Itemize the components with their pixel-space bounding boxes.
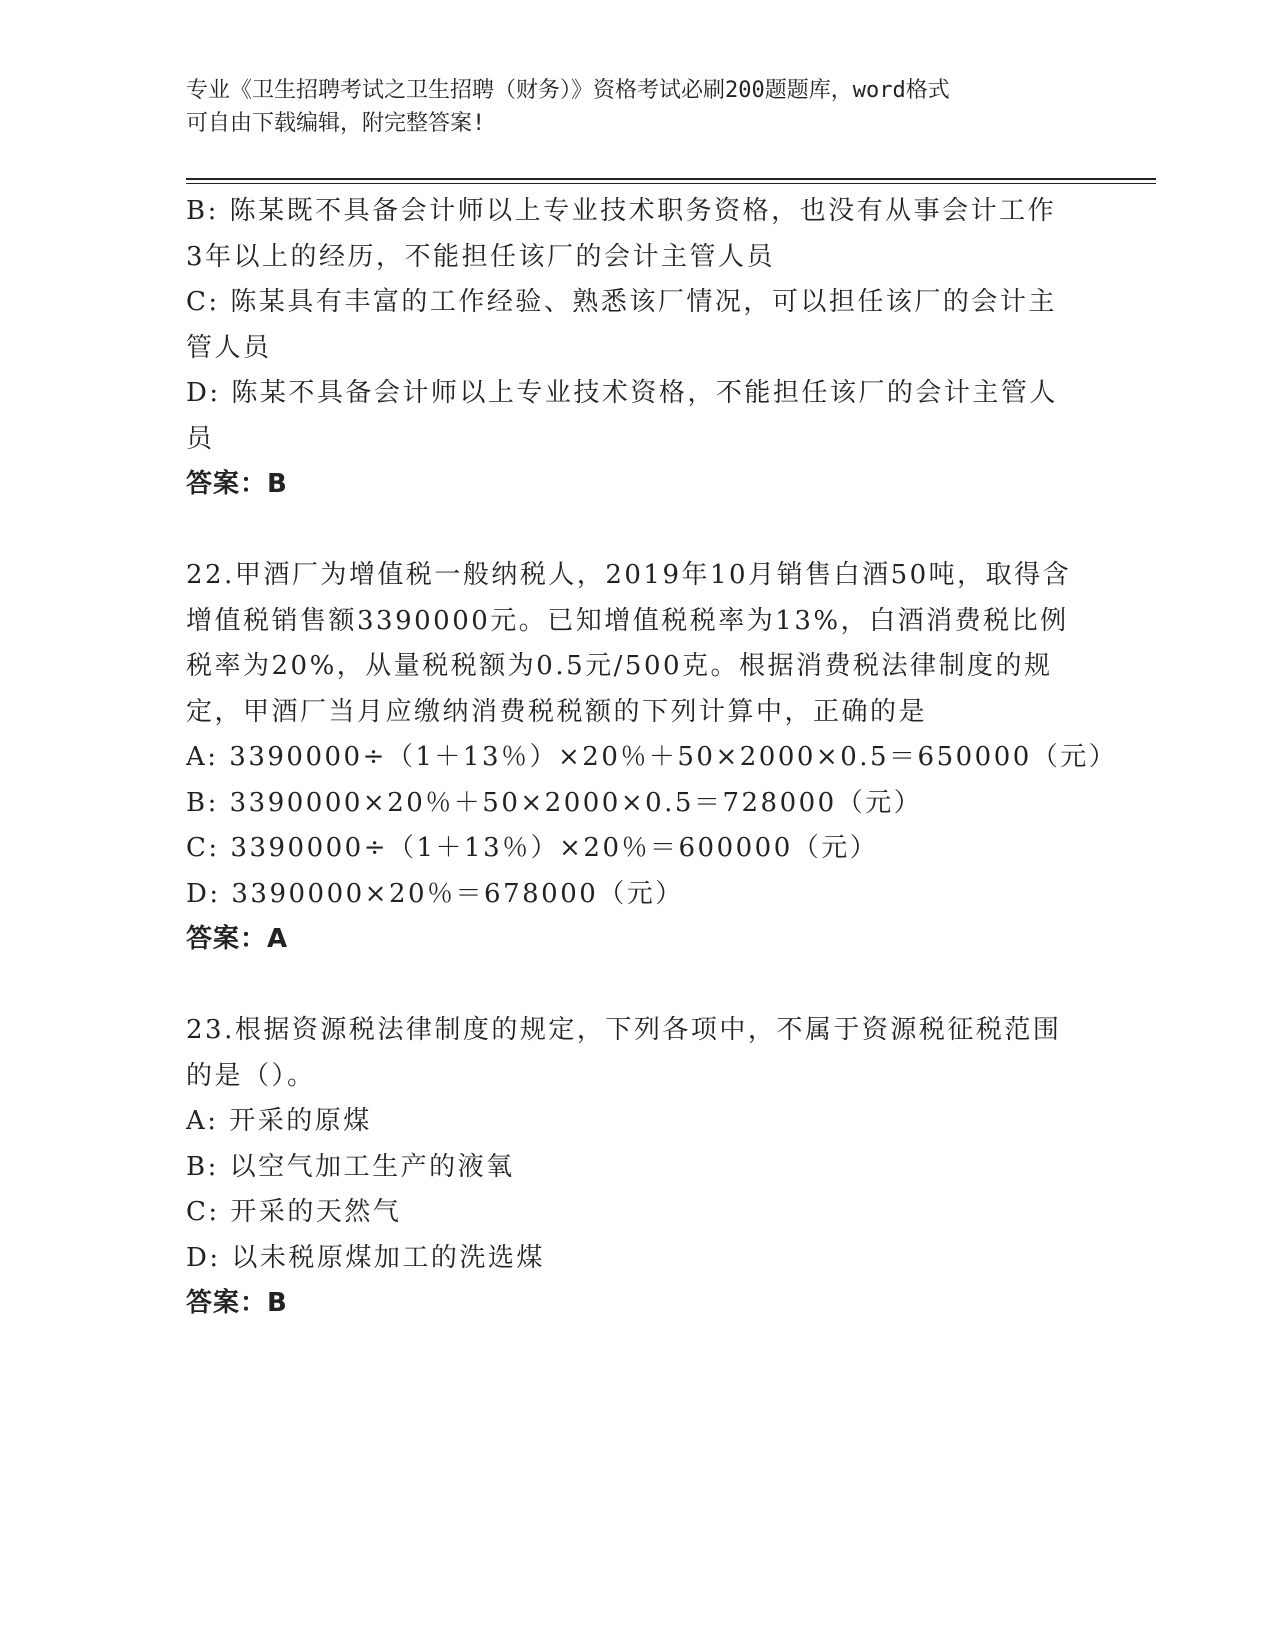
option-d: D: 以未税原煤加工的洗选煤 — [186, 1242, 545, 1273]
option-c: C: 开采的天然气 — [186, 1197, 402, 1227]
option-b-line-2: 3年以上的经历，不能担任该厂的会计主管人员 — [186, 241, 776, 272]
answer-label: 答案：B — [186, 469, 288, 499]
question-stem-line-2: 增值税销售额3390000元。已知增值税税率为13%，白酒消费税比例 — [186, 605, 1069, 636]
question-content — [186, 189, 1118, 1327]
header-line-1: 专业《卫生招聘考试之卫生招聘（财务）》资格考试必刷200题题库，word格式 — [186, 78, 950, 103]
option-d-line-2: 员 — [186, 423, 215, 454]
option-b: B: 以空气加工生产的液氧 — [186, 1151, 515, 1182]
header-divider-thin — [186, 183, 1156, 184]
option-b: B: 3390000×20％＋50×2000×0.5＝728000（元） — [186, 787, 923, 818]
question-stem-line-1: 23.根据资源税法律制度的规定，下列各项中，不属于资源税征税范围 — [186, 1015, 1062, 1045]
question-23 — [186, 1008, 1086, 1327]
header-divider-thick — [186, 178, 1156, 180]
answer-label: 答案：A — [186, 924, 289, 954]
question-stem-line-2: 的是（）。 — [186, 1060, 316, 1091]
header-line-2: 可自由下载编辑，附完整答案! — [186, 111, 486, 136]
question-stem-line-1: 22.甲酒厂为增值税一般纳税人，2019年10月销售白酒50吨，取得含 — [186, 560, 1072, 590]
option-a: A: 开采的原煤 — [186, 1106, 372, 1136]
option-c-line-2: 管人员 — [186, 332, 272, 363]
option-c: C: 3390000÷（1＋13％）×20％＝600000（元） — [186, 833, 879, 863]
spacer — [186, 508, 1086, 554]
question-stem-line-4: 定，甲酒厂当月应缴纳消费税税额的下列计算中，正确的是 — [186, 696, 928, 727]
question-stem-line-3: 税率为20%，从量税税额为0.5元/500克。根据消费税法律制度的规 — [186, 651, 1053, 681]
option-a: A: 3390000÷（1＋13％）×20％＋50×2000×0.5＝650000（元） — [186, 742, 1118, 772]
option-c-line-1: C: 陈某具有丰富的工作经验、熟悉该厂情况，可以担任该厂的会计主 — [186, 287, 1057, 317]
option-d: D: 3390000×20％＝678000（元） — [186, 878, 684, 909]
question-21-continued — [186, 189, 1086, 508]
option-d-line-1: D: 陈某不具备会计师以上专业技术资格，不能担任该厂的会计主管人 — [186, 378, 1058, 408]
option-b-line-1: B: 陈某既不具备会计师以上专业技术职务资格，也没有从事会计工作 — [186, 196, 1057, 226]
page-header — [186, 74, 1066, 140]
answer-label: 答案：B — [186, 1288, 288, 1318]
question-22 — [186, 553, 1118, 963]
spacer — [186, 963, 1086, 1009]
